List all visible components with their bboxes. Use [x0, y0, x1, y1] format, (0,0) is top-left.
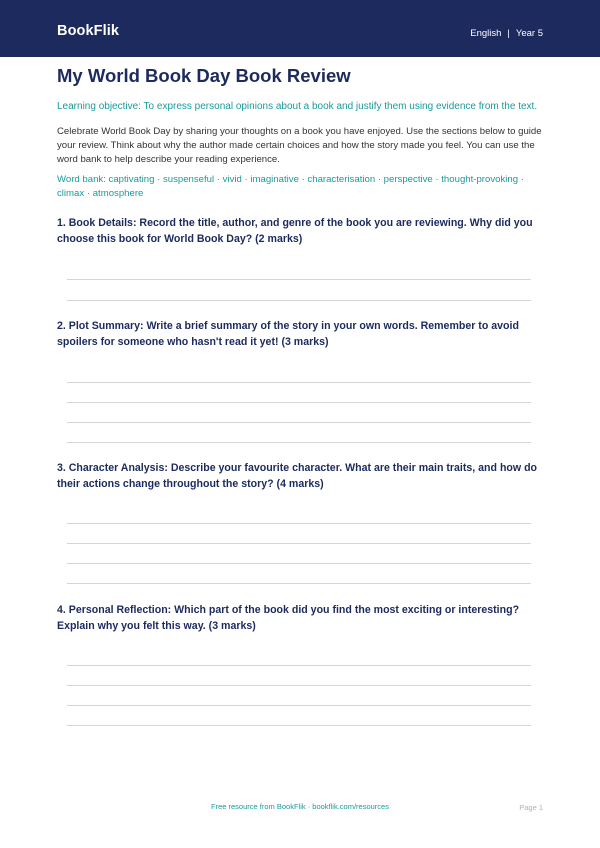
answer-line[interactable] [67, 422, 531, 423]
answer-line[interactable] [67, 665, 531, 666]
page-title: My World Book Day Book Review [57, 65, 351, 86]
answer-line[interactable] [67, 543, 531, 544]
header-bar [0, 0, 600, 57]
year-label: Year 5 [515, 28, 543, 39]
intro-paragraph: Celebrate World Book Day by sharing your thoughts on a book you have enjoyed. Use the sections below to guide your review. Think about why the author made certain choices and how the story made you feel. You can use the word bank to help describe your reading experience. [57, 126, 542, 165]
subject-year-label [470, 28, 543, 39]
learning-objective: Learning objective: To express personal opinions about a book and justify them using evidence from the text. [57, 101, 538, 112]
answer-line[interactable] [67, 382, 531, 383]
brand-logo-text: BookFlik [57, 23, 120, 39]
page-number: Page 1 [519, 803, 543, 812]
question-2: 2. Plot Summary: Write a brief summary of the story in your own words. Remember to avoid spoilers for someone who hasn't read it yet! (3 marks) [57, 320, 519, 348]
question-3: 3. Character Analysis: Describe your favourite character. What are their main traits, and how do their actions change throughout the story? (4 marks) [57, 462, 538, 490]
answer-line[interactable] [67, 442, 531, 443]
answer-line[interactable] [67, 685, 531, 686]
answer-line[interactable] [67, 523, 531, 524]
question-4: 4. Personal Reflection: Which part of the book did you find the most exciting or interesting? Explain why you felt this way. (3 marks) [57, 604, 520, 632]
answer-line[interactable] [67, 300, 531, 301]
header-separator: | [507, 28, 510, 39]
answer-line[interactable] [67, 563, 531, 564]
word-bank: Word bank: captivating · suspenseful · vivid · imaginative · characterisation · perspective · thought-provoking · climax · atmosphere [57, 174, 524, 199]
answer-line[interactable] [67, 725, 531, 726]
answer-line[interactable] [67, 705, 531, 706]
footer-link[interactable]: Free resource from BookFlik · bookflik.com/resources [211, 802, 389, 811]
answer-line[interactable] [67, 583, 531, 584]
question-1: 1. Book Details: Record the title, author, and genre of the book you are reviewing. Why did you choose this book for World Book Day? (2 marks) [57, 217, 533, 245]
subject-label: English [470, 28, 502, 39]
answer-line[interactable] [67, 279, 531, 280]
answer-line[interactable] [67, 402, 531, 403]
